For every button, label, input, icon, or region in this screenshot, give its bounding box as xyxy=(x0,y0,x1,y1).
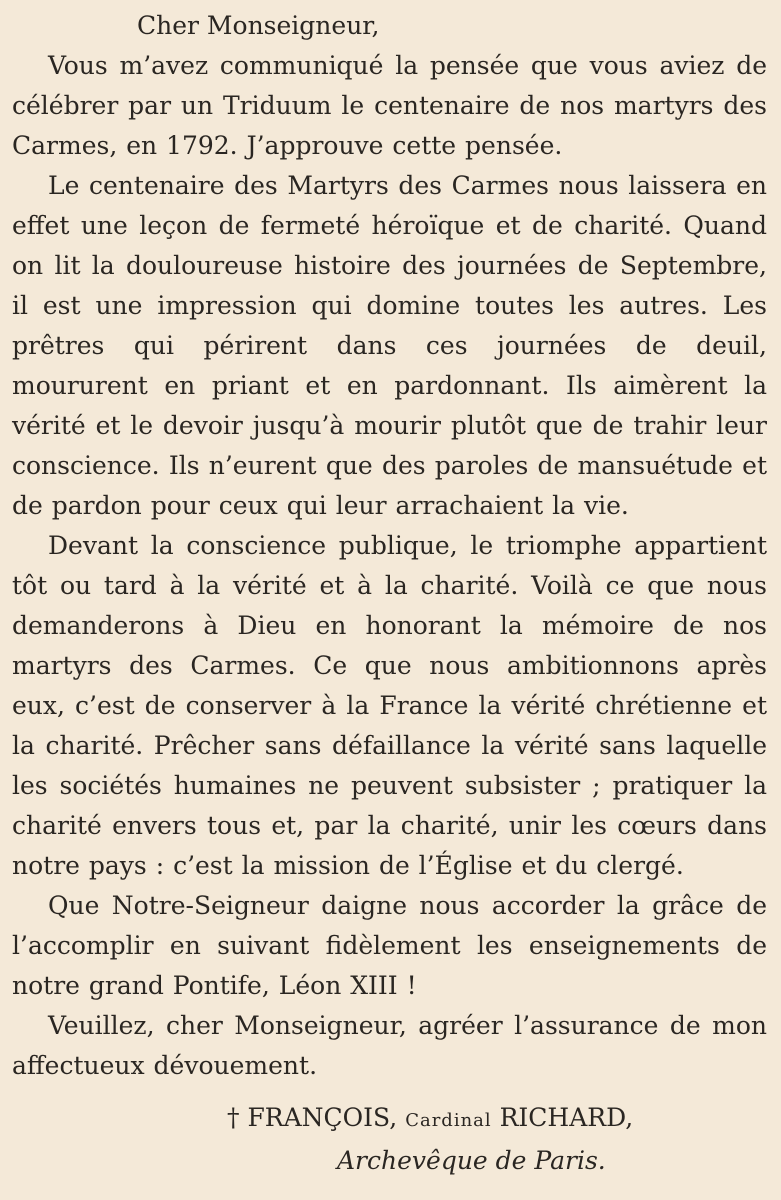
signatory-title: Archevêque de Paris. xyxy=(337,1146,606,1175)
salutation: Cher Monseigneur, xyxy=(137,11,380,40)
paragraph-4: Que Notre-Seigneur daigne nous accorder la grâce de l’accomplir en suivant fidèlement les enseignements de notre grand Pontife, Léon XIII ! xyxy=(12,891,767,1000)
signature-surname: RICHARD, xyxy=(499,1103,634,1132)
paragraph-1: Vous m’avez communiqué la pensée que vous aviez de célébrer par un Triduum le centenaire de nos martyrs des Carmes, en 1792. J’approuve cette pensée. xyxy=(12,51,767,160)
cross-symbol: † xyxy=(227,1103,240,1132)
paragraph-3: Devant la conscience publique, le triomphe appartient tôt ou tard à la vérité et à la charité. Voilà ce que nous demanderons à Dieu en honorant la mémoire de nos martyrs des Carmes. Ce que nous ambitionnons après eux, c’est de conserver à la France la vérité chrétienne et la charité. Prêcher sans défaillance la vérité sans laquelle les sociétés humaines ne peuvent subsister ; pratiquer la charité envers tous et, par la charité, unir les cœurs dans notre pays : c’est la mission de l’Église et du clergé. xyxy=(12,531,767,880)
signature-first-name: FRANÇOIS, xyxy=(247,1103,398,1132)
paragraph-2: Le centenaire des Martyrs des Carmes nous laissera en effet une leçon de fermeté héroïque et de charité. Quand on lit la douloureuse histoire des journées de Septembre, il est une impression qui domine toutes les autres. Les prêtres qui périrent dans ces journées de deuil, moururent en priant et en pardonnant. Ils aimèrent la vérité et le devoir jusqu’à mourir plutôt que de trahir leur conscience. Ils n’eurent que des paroles de mansuétude et de pardon pour ceux qui leur arrachaient la vie. xyxy=(12,171,767,520)
paragraph-5: Veuillez, cher Monseigneur, agréer l’assurance de mon affectueux dévouement. xyxy=(12,1011,767,1080)
signature-rank: Cardinal xyxy=(405,1110,492,1131)
signature xyxy=(227,1098,767,1141)
